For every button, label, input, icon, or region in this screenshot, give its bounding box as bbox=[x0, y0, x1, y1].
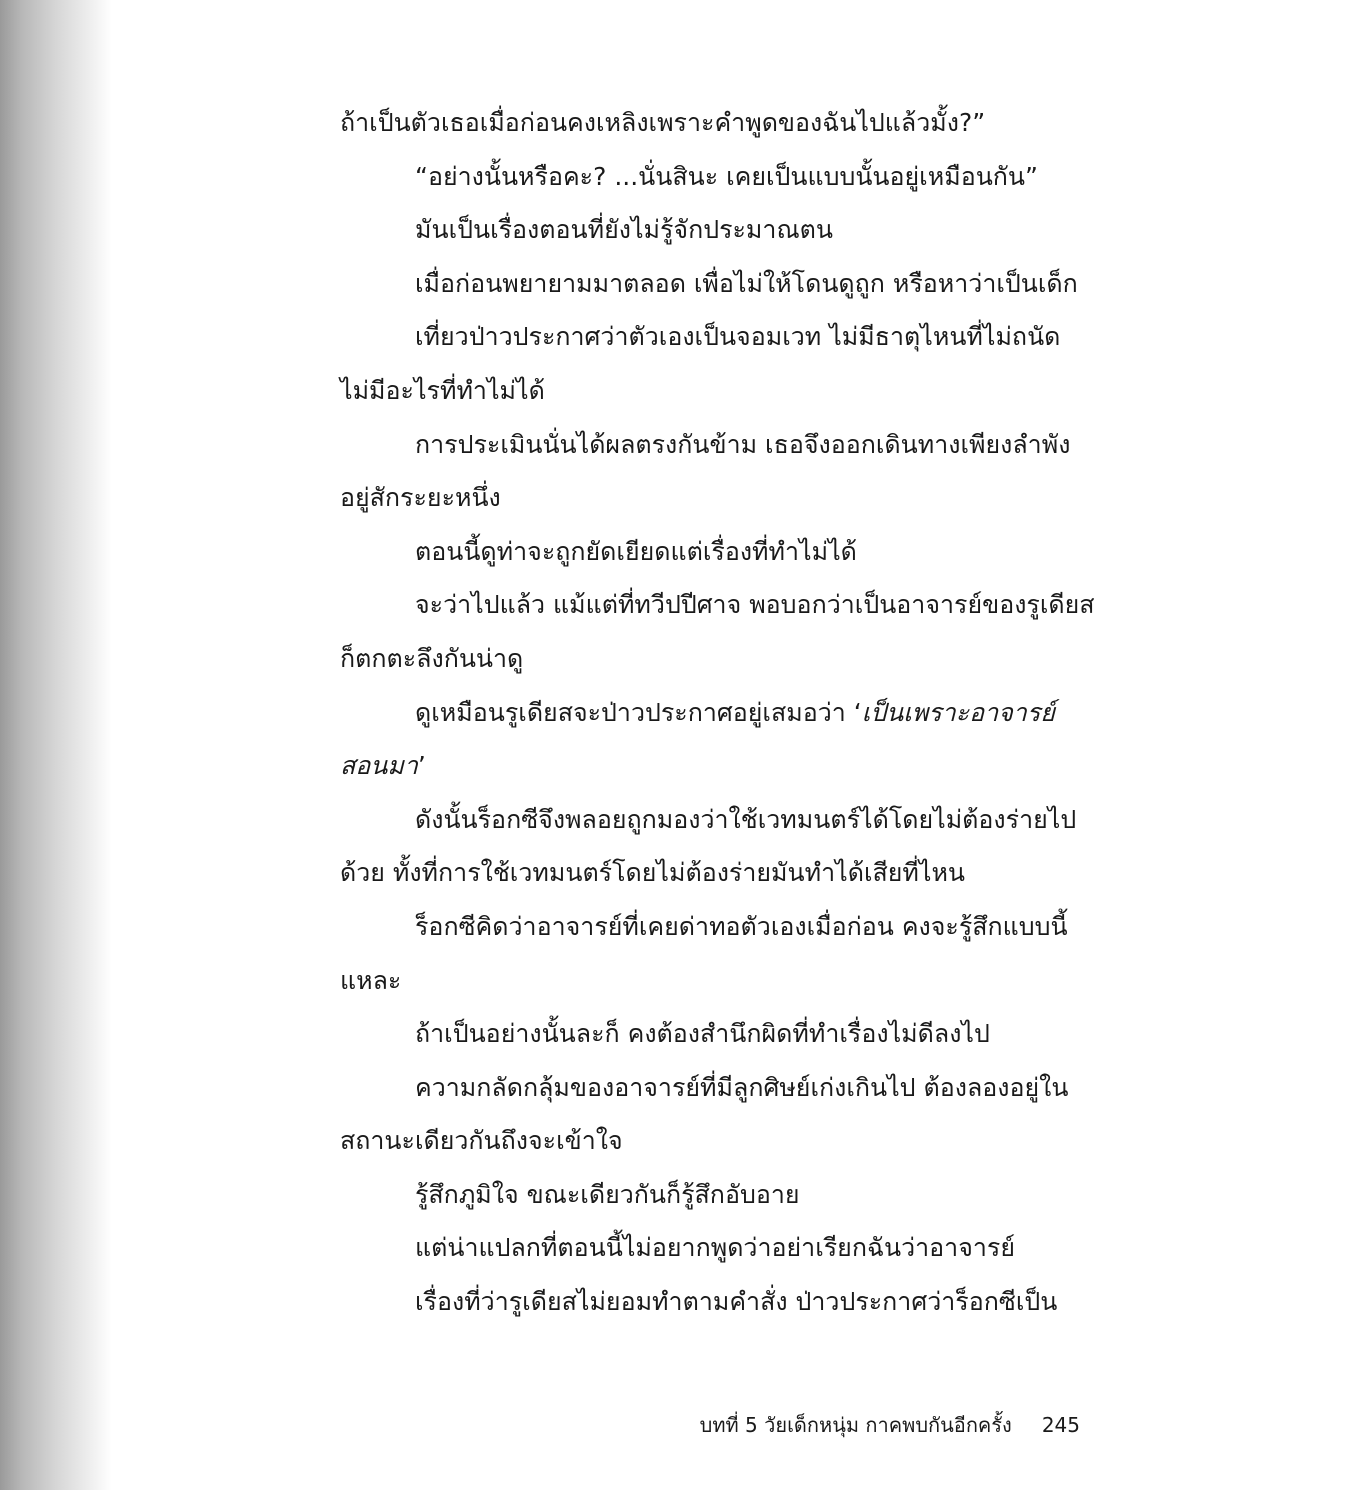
text-line: ก็ตกตะลึงกันน่าดู bbox=[340, 643, 524, 673]
text-line: อยู่สักระยะหนึ่ง bbox=[340, 483, 501, 513]
italic-text-run: เป็นเพราะอาจารย์ bbox=[861, 697, 1055, 727]
text-line: แหละ bbox=[340, 965, 402, 995]
text-line: “อย่างนั้นหรือคะ? ...นั่นสินะ เคยเป็นแบบนั้นอยู่เหมือนกัน” bbox=[415, 161, 1038, 191]
text-line: ไม่มีอะไรที่ทำไม่ได้ bbox=[340, 375, 545, 405]
chapter-title: บทที่ 5 วัยเด็กหนุ่ม กาคพบกันอีกครั้ง bbox=[699, 1413, 1012, 1437]
text-line: ดังนั้นร็อกซีจึงพลอยถูกมองว่าใช้เวทมนตร์ได้โดยไม่ต้องร่ายไป bbox=[415, 804, 1077, 834]
text-line: เรื่องที่ว่ารูเดียสไม่ยอมทำตามคำสั่ง ป่าวประกาศว่าร็อกซีเป็น bbox=[415, 1287, 1058, 1317]
text-line: เที่ยวป่าวประกาศว่าตัวเองเป็นจอมเวท ไม่มีธาตุไหนที่ไม่ถนัด bbox=[415, 322, 1061, 352]
text-run: ’ bbox=[417, 751, 426, 781]
text-line: รู้สึกภูมิใจ ขณะเดียวกันก็รู้สึกอับอาย bbox=[415, 1179, 800, 1209]
page-body bbox=[340, 96, 1095, 1329]
italic-text-run: สอนมา bbox=[340, 751, 418, 781]
text-line: แต่น่าแปลกที่ตอนนี้ไม่อยากพูดว่าอย่าเรียกฉันว่าอาจารย์ bbox=[415, 1233, 1015, 1263]
text-line bbox=[340, 739, 1080, 793]
text-line: การประเมินนั่นได้ผลตรงกันข้าม เธอจึงออกเดินทางเพียงลำพัง bbox=[415, 429, 1071, 459]
page-footer bbox=[600, 1405, 1080, 1445]
text-line: ถ้าเป็นตัวเธอเมื่อก่อนคงเหลิงเพราะคำพูดของฉันไปแล้วมั้ง?” bbox=[340, 108, 986, 137]
text-line: ตอนนี้ดูท่าจะถูกยัดเยียดแต่เรื่องที่ทำไม่ได้ bbox=[415, 536, 857, 566]
text-line: ร็อกซีคิดว่าอาจารย์ที่เคยด่าทอตัวเองเมื่อก่อน คงจะรู้สึกแบบนี้ bbox=[415, 911, 1068, 941]
page-number: 245 bbox=[1041, 1413, 1080, 1437]
book-spine-shadow bbox=[0, 0, 112, 1490]
text-line: ถ้าเป็นอย่างนั้นละก็ คงต้องสำนึกผิดที่ทำเรื่องไม่ดีลงไป bbox=[415, 1019, 990, 1049]
text-line: เมื่อก่อนพยายามมาตลอด เพื่อไม่ให้โดนดูถูก หรือหาว่าเป็นเด็ก bbox=[415, 268, 1078, 298]
text-line: ความกลัดกลุ้มของอาจารย์ที่มีลูกศิษย์เก่งเกินไป ต้องลองอยู่ใน bbox=[415, 1072, 1069, 1102]
text-line bbox=[340, 686, 1080, 740]
text-line: จะว่าไปแล้ว แม้แต่ที่ทวีปปีศาจ พอบอกว่าเป็นอาจารย์ของรูเดียส bbox=[415, 590, 1095, 620]
text-run: ดูเหมือนรูเดียสจะป่าวประกาศอยู่เสมอว่า ‘ bbox=[415, 697, 862, 727]
text-line: สถานะเดียวกันถึงจะเข้าใจ bbox=[340, 1126, 623, 1156]
text-line: ด้วย ทั้งที่การใช้เวทมนตร์โดยไม่ต้องร่ายมันทำได้เสียที่ไหน bbox=[340, 858, 966, 888]
text-line: มันเป็นเรื่องตอนที่ยังไม่รู้จักประมาณตน bbox=[415, 215, 833, 245]
